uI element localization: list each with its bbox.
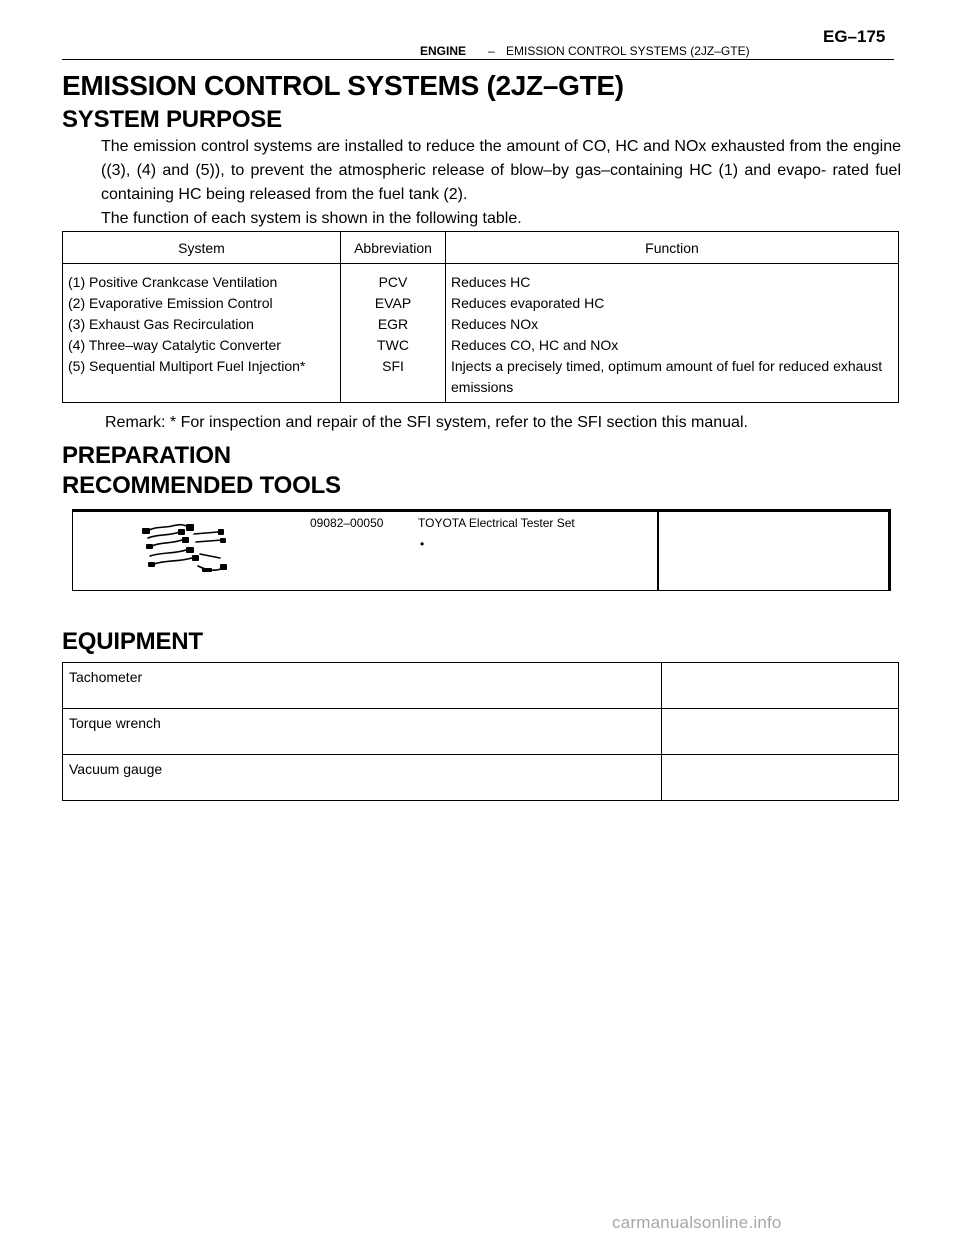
tool-column-divider: [657, 509, 659, 590]
recommended-tools-heading: RECOMMENDED TOOLS: [62, 472, 341, 499]
system-name: (2) Evaporative Emission Control: [68, 295, 273, 311]
system-table: [62, 231, 899, 403]
column-header-system: System: [63, 232, 341, 264]
preparation-heading: PREPARATION: [62, 442, 231, 469]
tool-row-edge: [888, 509, 890, 590]
system-purpose-heading: SYSTEM PURPOSE: [62, 106, 282, 133]
page-title: EMISSION CONTROL SYSTEMS (2JZ–GTE): [62, 70, 624, 101]
function-text: Reduces evaporated HC: [451, 295, 605, 311]
system-purpose-paragraph-2: The function of each system is shown in the following table.: [101, 210, 522, 227]
abbreviation: PCV: [378, 274, 408, 290]
function-text: Reduces CO, HC and NOx: [451, 337, 619, 353]
tool-bullet: •: [420, 537, 425, 551]
header-dash: –: [488, 44, 495, 58]
equipment-note-cell: [662, 755, 899, 801]
tool-part-number: 09082–00050: [310, 516, 384, 530]
table-header-row: [63, 232, 899, 264]
equipment-note-cell: [662, 663, 899, 709]
system-name: (5) Sequential Multiport Fuel Injection*: [68, 358, 306, 374]
system-cell: [63, 264, 341, 403]
abbreviation: SFI: [382, 358, 404, 374]
function-text: Injects a precisely timed, optimum amount of fuel for reduced exhaust emissions: [451, 358, 883, 395]
system-name: (3) Exhaust Gas Recirculation: [68, 316, 254, 332]
table-row: [63, 264, 899, 403]
abbreviation: TWC: [377, 337, 409, 353]
header-subtitle: EMISSION CONTROL SYSTEMS (2JZ–GTE): [506, 44, 750, 58]
function-text: Reduces NOx: [451, 316, 539, 332]
function-text: Reduces HC: [451, 274, 531, 290]
table-row: [63, 663, 899, 709]
table-row: [63, 755, 899, 801]
equipment-note-cell: [662, 709, 899, 755]
watermark: carmanualsonline.info: [612, 1213, 782, 1232]
table-row: [63, 709, 899, 755]
system-purpose-paragraph: The emission control systems are installed to reduce the amount of CO, HC and NOx exhausted from the engine ((3), (4) and (5)), to prevent the atmospheric release of blow–by gas–containing HC (1) and evapo- rated fuel containing HC being released from the fuel tank (2).: [101, 138, 901, 203]
system-name: (4) Three–way Catalytic Converter: [68, 337, 281, 353]
equipment-table: [62, 662, 899, 801]
page-number: EG–175: [823, 27, 886, 46]
equipment-heading: EQUIPMENT: [62, 628, 203, 655]
equipment-item: Vacuum gauge: [63, 755, 662, 801]
electrical-tester-set-icon: [140, 518, 230, 583]
abbreviation: EVAP: [374, 295, 412, 311]
remark-note: Remark: * For inspection and repair of the SFI system, refer to the SFI section this manual.: [105, 414, 748, 431]
equipment-item: Torque wrench: [63, 709, 662, 755]
abbreviation-cell: [341, 264, 446, 403]
header-rule: [62, 59, 894, 60]
column-header-abbreviation: Abbreviation: [341, 232, 446, 264]
abbreviation: EGR: [377, 316, 409, 332]
column-header-function: Function: [446, 232, 899, 264]
tool-name: TOYOTA Electrical Tester Set: [418, 516, 575, 530]
system-name: (1) Positive Crankcase Ventilation: [68, 274, 278, 290]
system-purpose-text: [101, 135, 901, 231]
header-section: ENGINE: [420, 44, 467, 58]
function-cell: [446, 264, 899, 403]
equipment-item: Tachometer: [63, 663, 662, 709]
